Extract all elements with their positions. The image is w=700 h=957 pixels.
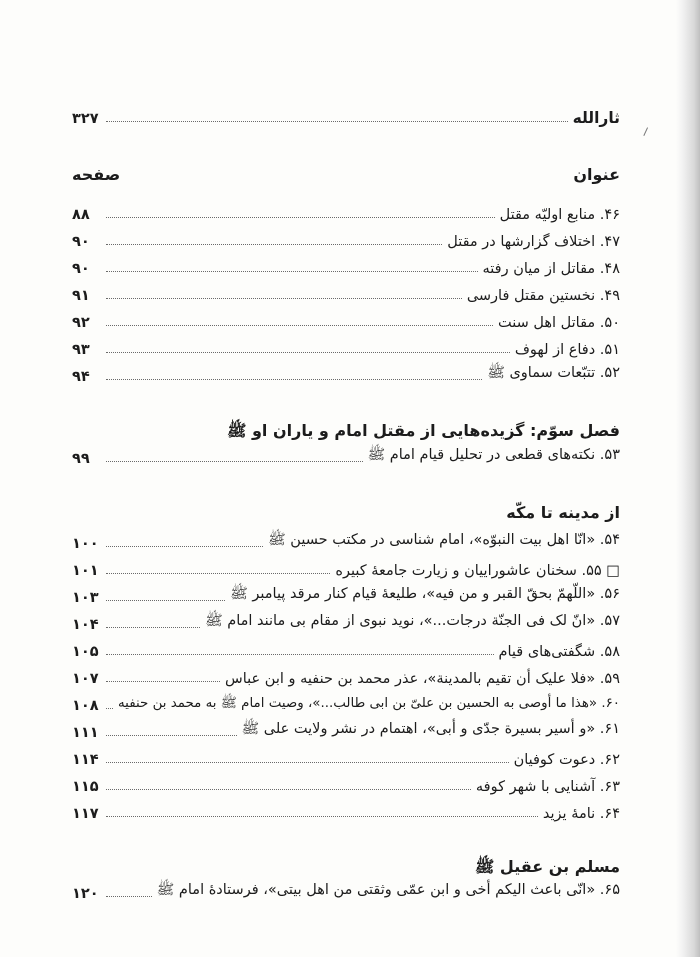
leader-dots: [106, 627, 200, 628]
section-heading: مسلم بن عقیل ﷺ: [475, 857, 620, 876]
leader-dots: [106, 789, 471, 790]
entry-title: ۴۸. مقاتل از میان رفته: [482, 261, 620, 277]
leader-dots: [106, 708, 113, 709]
leader-dots: [106, 379, 482, 380]
leader-dots: [106, 654, 494, 655]
toc-entry[interactable]: [72, 255, 620, 277]
entry-page: ۹۹: [72, 451, 90, 467]
entry-title: □ ۵۵. سخنان عاشوراییان و زیارت جامعهٔ کبیره: [335, 563, 620, 579]
leader-dots: [106, 352, 510, 353]
leader-dots: [106, 298, 462, 299]
entry-page: ۱۰۰: [72, 536, 99, 552]
leader-dots: [106, 681, 220, 682]
entry-title: ۶۴. نامهٔ یزید: [542, 806, 620, 822]
section-heading: از مدینه تا مکّه: [506, 503, 620, 522]
toc-entry[interactable]: [72, 336, 620, 358]
leader-dots: [106, 600, 225, 601]
entry-title: ۵۲. تتبّعات سماوی ﷺ: [487, 365, 620, 381]
leader-dots: [106, 217, 495, 218]
toc-entry[interactable]: [72, 445, 620, 467]
toc-entry[interactable]: [72, 773, 620, 795]
entry-title: ۶۵. «انّی باعث الیکم أخی و ابن عمّی وثقتی من اهل بیتی»، فرستادهٔ امام ﷺ: [156, 882, 620, 898]
entry-page: ۱۰۵: [72, 644, 99, 660]
leader-dots: [106, 121, 568, 122]
entry-title: ۵۴. «انّا اهل بیت النبوّه»، امام شناسی در مکتب حسین ﷺ: [268, 532, 620, 548]
toc-entry[interactable]: [72, 282, 620, 304]
entry-title: ۵۶. «اللّهمّ بحقّ القبر و من فیه»، طلیعهٔ قیام کنار مرقد پیامبر ﷺ: [230, 586, 620, 602]
entry-title: ۴۷. اختلاف گزارشها در مقتل: [447, 234, 620, 250]
section-heading: فصل سوّم: گزیده‌هایی از مقتل امام و یاران او ﷺ: [227, 421, 620, 440]
entry-title: ثارالله: [572, 109, 620, 127]
entry-title: ۵۰. مقاتل اهل سنت: [498, 315, 620, 331]
leader-dots: [106, 735, 237, 736]
entry-title: ۵۷. «انّ لک فی الجنّة درجات...»، نوید نبوی از مقام بی مانند امام ﷺ: [205, 613, 620, 629]
toc-entry[interactable]: [72, 880, 620, 902]
entry-title: ۶۳. آشنایی با شهر کوفه: [475, 779, 620, 795]
toc-entry[interactable]: [72, 584, 620, 606]
toc-header: [72, 160, 620, 184]
entry-title: ۵۳. نکته‌های قطعی در تحلیل قیام امام ﷺ: [367, 447, 620, 463]
entry-page: ۱۰۱: [72, 563, 99, 579]
entry-page: ۱۱۷: [72, 806, 99, 822]
leader-dots: [106, 244, 442, 245]
toc-entry[interactable]: [72, 719, 620, 741]
entry-page: ۹۲: [72, 315, 90, 331]
entry-title: ۵۹. «فلا علیک أن تقیم بالمدینة»، عذر محمد بن حنفیه و ابن عباس: [225, 671, 620, 687]
entry-page: ۹۳: [72, 342, 90, 358]
entry-page: ۱۱۱: [72, 725, 99, 741]
toc-entry[interactable]: [72, 363, 620, 385]
entry-page: ۱۲۰: [72, 886, 99, 902]
entry-page: ۹۴: [72, 369, 90, 385]
toc-entry[interactable]: [72, 665, 620, 687]
leader-dots: [106, 762, 509, 763]
entry-title: ۶۱. «و أسیر بسیرة جدّی و أبی»، اهتمام در نشر ولایت علی ﷺ: [241, 721, 620, 737]
entry-page: ۱۱۴: [72, 752, 99, 768]
toc-entry[interactable]: [72, 638, 620, 660]
entry-title: ۴۶. منابع اولیّه مقتل: [499, 207, 620, 223]
toc-entry[interactable]: [72, 800, 620, 822]
entry-page: ۱۰۴: [72, 617, 99, 633]
toc-entry[interactable]: [72, 201, 620, 223]
entry-page: ۱۰۷: [72, 671, 99, 687]
leader-dots: [106, 896, 152, 897]
entry-page: ۳۲۷: [72, 111, 99, 127]
entry-title: ۵۱. دفاع از لهوف: [514, 342, 620, 358]
toc-page: [72, 0, 620, 957]
entry-page: ۹۰: [72, 261, 90, 277]
entry-page: ۱۰۳: [72, 590, 99, 606]
leader-dots: [106, 573, 330, 574]
entry-page: ۸۸: [72, 207, 90, 223]
entry-page: ۹۰: [72, 234, 90, 250]
toc-entry[interactable]: [72, 530, 620, 552]
title-column-label: عنوان: [573, 165, 620, 184]
entry-page: ۹۱: [72, 288, 90, 304]
entry-title: ۵۸. شگفتی‌های قیام: [498, 644, 620, 660]
entry-title: ۴۹. نخستین مقتل فارسی: [466, 288, 620, 304]
entry-title: ۶۲. دعوت کوفیان: [513, 752, 620, 768]
toc-entry[interactable]: [72, 746, 620, 768]
leader-dots: [106, 271, 478, 272]
entry-title: ۶۰. «هذا ما أوصی به الحسین بن علیّ بن ابی طالب...»، وصیت امام ﷺ به محمد بن حنفیه: [118, 696, 620, 711]
toc-entry[interactable]: [72, 309, 620, 331]
margin-mark: [643, 127, 651, 137]
toc-entry[interactable]: [72, 692, 620, 714]
page-column-label: صفحه: [72, 165, 121, 184]
leader-dots: [106, 816, 538, 817]
toc-entry[interactable]: [72, 557, 620, 579]
page-edge-shadow: [676, 0, 700, 957]
entry-page: ۱۰۸: [72, 698, 99, 714]
toc-entry[interactable]: [72, 611, 620, 633]
leader-dots: [106, 461, 363, 462]
toc-entry[interactable]: [72, 105, 620, 127]
entry-page: ۱۱۵: [72, 779, 99, 795]
leader-dots: [106, 546, 263, 547]
leader-dots: [106, 325, 493, 326]
toc-entry[interactable]: [72, 228, 620, 250]
